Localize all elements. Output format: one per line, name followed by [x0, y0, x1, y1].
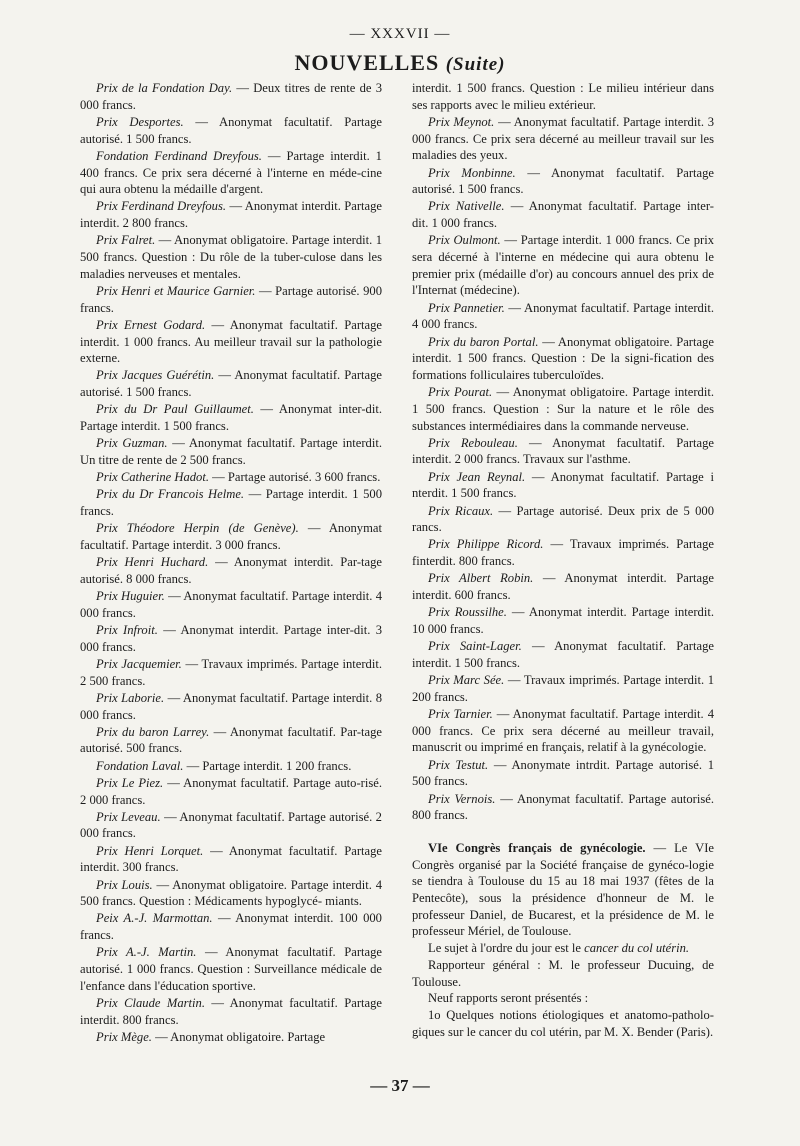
- prize-name: Prix Laborie.: [96, 690, 165, 705]
- prize-name: Prix Guzman.: [96, 436, 168, 451]
- section-roman-numeral: — XXXVII —: [349, 26, 451, 42]
- prize-entry: [412, 384, 714, 434]
- title-suite: (Suite): [445, 54, 506, 75]
- prize-entry: [412, 536, 714, 569]
- prize-entry: [80, 486, 382, 519]
- prize-details: — Anonymat facultatif. Partage interdit. 300 francs.: [80, 843, 382, 875]
- prize-details: — Partage interdit. 1 400 francs. Ce prix sera décerné à l'interne en méde-cine qui aura obtenu la médaille d'argent.: [80, 148, 382, 197]
- prize-name: Prix Henri et Maurice Garnier.: [96, 283, 256, 298]
- prize-name: Prix Pourat.: [428, 385, 493, 400]
- congress-subject-title: cancer du col utérin.: [584, 941, 690, 956]
- prize-details: — Anonymat facultatif. Partage interdit. 2 000 francs. Travaux sur l'asthme.: [412, 435, 714, 467]
- prize-entry: [412, 232, 714, 299]
- prize-details: — Partage autorisé. 900 francs.: [80, 283, 382, 315]
- prize-name: Prix Meynot.: [428, 114, 495, 129]
- prize-details: — Anonymat facultatif. Partage inter- dit. 1 000 francs.: [412, 199, 714, 231]
- prize-name: Prix Ferdinand Dreyfous.: [96, 199, 227, 214]
- right-column: [412, 80, 714, 1040]
- prize-details: — Anonymat interdit. Partage inter-dit. 3 000 francs.: [80, 623, 382, 654]
- prize-name: Prix A.-J. Martin.: [96, 945, 197, 960]
- prize-details: — Anonymat facultatif. Partage autorisé. 1 500 francs.: [412, 165, 714, 197]
- prize-name: Prix Rebouleau.: [428, 435, 518, 450]
- prize-details: — Anonymat facultatif. Partage interdit. 4 000 francs.: [80, 589, 382, 620]
- prize-details: — Anonymat facultatif. Partage i nterdit. 1 500 francs.: [412, 469, 714, 501]
- prize-details: — Anonymat facultatif. Partage autorisé. 1 000 francs. Question : Surveillance médicale de l'enfance dans l'éducation sportive.: [80, 945, 382, 993]
- title-main: NOUVELLES: [294, 50, 440, 75]
- prize-details: — Anonymat obligatoire. Partage interdit. 1 500 francs. Question : Sur la nature et le rôle des substances intermédiaires dans la commande nerveuse.: [412, 385, 714, 433]
- prize-entry: [412, 706, 714, 756]
- prize-details: — Anonymat facultatif. Partage autorisé. 2 000 francs.: [80, 809, 382, 841]
- prize-details: — Anonymat facultatif. Partage autorisé. 1 500 francs.: [80, 368, 382, 400]
- prize-name: Prix Mège.: [96, 1029, 152, 1044]
- prize-entry: [412, 300, 714, 333]
- prize-details: — Anonymat interdit. Partage interdit. 600 francs.: [412, 571, 714, 603]
- prize-entry: [80, 809, 382, 842]
- prize-details: — Travaux imprimés. Partage interdit. 2 500 francs.: [80, 656, 382, 688]
- prize-name: Prix Oulmont.: [428, 233, 501, 248]
- prize-entry: [412, 570, 714, 603]
- prize-details: — Anonymat facultatif. Partage interdit. 1 000 francs. Au meilleur travail sur la pathologie externe.: [80, 317, 382, 366]
- page-title: [0, 50, 800, 76]
- prize-name: Prix Falret.: [96, 233, 156, 248]
- prize-details: — Anonymat facultatif. Partage interdit. 8 000 francs.: [80, 690, 382, 722]
- prize-details: — Anonymat obligatoire. Partage interdit. 4 500 francs. Question : Médicaments hypoglycé- miants.: [80, 877, 382, 909]
- prize-name: Prix Leveau.: [96, 809, 161, 824]
- congress-heading: VIe Congrès français de gynécologie.: [428, 840, 646, 855]
- prize-name: Peix A.-J. Marmottan.: [96, 911, 213, 926]
- prize-name: Prix Ricaux.: [428, 503, 494, 518]
- congress-paragraph: [412, 840, 714, 940]
- prize-name: Prix Claude Martin.: [96, 995, 205, 1010]
- prize-name: Prix Nativelle.: [428, 199, 505, 214]
- prize-name: Fondation Ferdinand Dreyfous.: [96, 148, 262, 163]
- prize-details: — Anonymat interdit. Par-tage autorisé. 8 000 francs.: [80, 555, 382, 586]
- prize-entry: [412, 604, 714, 637]
- prize-entry: [80, 877, 382, 910]
- prize-entry: [80, 148, 382, 198]
- prize-name: Prix Saint-Lager.: [428, 639, 522, 654]
- prize-entry: [80, 622, 382, 655]
- prize-entry: [80, 910, 382, 943]
- prize-details: — Anonymat facultatif. Partage interdit. 4 000 francs.: [412, 300, 714, 332]
- prize-name: Prix du baron Larrey.: [96, 724, 210, 739]
- prize-name: Prix Testut.: [428, 757, 489, 772]
- prize-entry: [412, 198, 714, 231]
- prize-name: Prix Jean Reynal.: [428, 469, 526, 484]
- prize-entry: [80, 114, 382, 147]
- prize-entry: [80, 995, 382, 1028]
- prize-entry: [80, 588, 382, 621]
- prize-name: Prix Jacquemier.: [96, 656, 182, 671]
- prize-entry: [80, 944, 382, 994]
- prize-details: — Anonymat inter-dit. Partage interdit. 1 500 francs.: [80, 402, 382, 434]
- prize-details: — Anonymat obligatoire. Partage: [151, 1029, 326, 1044]
- prize-entry: [412, 791, 714, 824]
- prize-entry: [80, 554, 382, 587]
- prize-details: — Partage interdit. 1 000 francs. Ce prix sera décerné à l'interne en médecine qui aura obtenu le premier prix (médaille d'or) au concours annuel des prix de l'Internat (médecine).: [412, 233, 714, 298]
- prize-details: — Partage interdit. 1 200 francs.: [183, 758, 352, 773]
- prize-details: — Partage autorisé. 3 600 francs.: [208, 470, 381, 485]
- congress-report-1: 1o Quelques notions étiologiques et anatomo-patholo- giques sur le cancer du col utérin, par M. X. Bender (Paris).: [412, 1007, 714, 1039]
- prize-name: Prix Huguier.: [96, 589, 165, 604]
- congress-text: — Le VIe Congrès organisé par la Société française de gynéco-logie se tiendra à Toulouse du 15 au 18 mai 1937 (fêtes de la Pentecôte), sous la présidence d'honneur de M. le professeur Daniel, de Bucarest, et la présidence de M. le professeur Mériel, de Toulouse.: [412, 840, 714, 939]
- prize-name: Prix Monbinne.: [428, 165, 516, 180]
- prize-name: Prix Ernest Godard.: [96, 317, 206, 332]
- prize-entry: [80, 367, 382, 400]
- prize-details: — Anonymat interdit. Partage interdit. 2 800 francs.: [80, 199, 383, 231]
- prize-name: Prix Jacques Guérétin.: [96, 368, 215, 383]
- congress-reports: Neuf rapports seront présentés :: [428, 991, 589, 1006]
- prize-name: Prix Philippe Ricord.: [428, 537, 544, 552]
- prize-details: — Anonymat interdit. Partage interdit. 10 000 francs.: [412, 605, 714, 636]
- prize-entry: [412, 503, 714, 536]
- prize-entry: [80, 775, 382, 808]
- prize-name: Prix de la Fondation Day.: [96, 81, 233, 95]
- prize-entry: [80, 232, 382, 282]
- left-column: [80, 80, 382, 1046]
- prize-entry: [80, 435, 382, 468]
- congress-rapporteur: Rapporteur général : M. le professeur Ducuing, de Toulouse.: [412, 957, 714, 989]
- prize-entry: [80, 843, 382, 876]
- prize-entry: [80, 1029, 382, 1046]
- prize-details: — Anonymat facultatif. Partage interdit. 1 500 francs.: [412, 639, 714, 670]
- prize-entry: [412, 672, 714, 705]
- prize-details: interdit. 1 500 francs. Question : Le milieu intérieur dans ses rapports avec le milieu extérieur.: [412, 81, 714, 112]
- prize-name: Fondation Laval.: [96, 758, 184, 773]
- prize-entry: [80, 758, 382, 775]
- prize-name: Prix Vernois.: [428, 791, 496, 806]
- prize-details: — Anonymat obligatoire. Partage interdit. 1 500 francs. Question : De la signi-fication des formations folliculaires tuberculoïdes.: [412, 334, 714, 382]
- prize-details: — Anonymat facultatif. Partage autorisé. 800 francs.: [412, 791, 714, 823]
- prize-entry: [80, 198, 382, 231]
- prize-details: — Anonymat facultatif. Partage interdit. 4 000 francs. Ce prix sera décerné au meilleur travail, manuscrit ou imprimé en français, relatif à la gynécologie.: [412, 707, 714, 755]
- prize-name: Prix Albert Robin.: [428, 571, 534, 586]
- prize-details: — Anonymat facultatif. Par-tage autorisé. 500 francs.: [80, 724, 382, 756]
- prize-entry: [80, 401, 382, 434]
- prize-details: — Anonymat facultatif. Partage autorisé. 1 500 francs.: [80, 114, 382, 146]
- prize-details: — Travaux imprimés. Partage interdit. 1 200 francs.: [412, 673, 714, 704]
- prize-name: Prix Marc Sée.: [428, 673, 505, 688]
- prize-entry: [80, 690, 382, 723]
- prize-name: Prix Henri Lorquet.: [96, 843, 204, 858]
- prize-name: Prix du Dr Francois Helme.: [96, 487, 245, 502]
- prize-entry: [412, 165, 714, 198]
- prize-details: — Deux titres de rente de 3 000 francs.: [80, 81, 382, 112]
- prize-entry: [412, 638, 714, 671]
- prize-entry: [412, 469, 714, 502]
- prize-name: Prix Catherine Hadot.: [96, 470, 209, 485]
- prize-name: Prix du baron Portal.: [428, 334, 539, 349]
- prize-details: — Anonymat facultatif. Partage interdit. 3 000 francs. Ce prix sera décerné au meilleur travail sur les maladies des yeux.: [412, 114, 715, 163]
- prize-name: Prix Infroit.: [96, 623, 158, 637]
- prize-entry: [412, 114, 714, 164]
- prize-details: — Partage autorisé. Deux prix de 5 000 rancs.: [412, 503, 714, 535]
- prize-details: — Anonymat facultatif. Partage interdit. 800 francs.: [80, 995, 382, 1027]
- prize-entry: [412, 757, 714, 790]
- prize-details: — Anonymat obligatoire. Partage interdit. 1 500 francs. Question : Du rôle de la tuber-culose dans les maladies nerveuses et mentales.: [80, 233, 382, 281]
- prize-entry: [412, 334, 714, 384]
- prize-name: Prix Roussilhe.: [428, 605, 507, 620]
- prize-details: — Anonymat facultatif. Partage auto-risé. 2 000 francs.: [80, 775, 382, 807]
- prize-entry: [80, 317, 382, 367]
- prize-entry: [80, 724, 382, 757]
- prize-name: Prix du Dr Paul Guillaumet.: [96, 402, 254, 417]
- prize-entry: [80, 520, 382, 553]
- prize-entry: [80, 80, 382, 113]
- prize-entry: [80, 283, 382, 316]
- prize-name: Prix Desportes.: [96, 114, 184, 129]
- prize-name: Prix Tarnier.: [428, 707, 493, 722]
- prize-name: Prix Le Piez.: [96, 775, 164, 790]
- prize-entry: [412, 435, 714, 468]
- prize-name: Prix Théodore Herpin (de Genève).: [96, 521, 299, 536]
- prize-entry: [80, 469, 382, 486]
- prize-details: — Anonymat interdit. 100 000 francs.: [80, 911, 382, 943]
- prize-entry: [412, 80, 714, 113]
- prize-name: Prix Louis.: [96, 877, 153, 892]
- prize-details: — Anonymat facultatif. Partage interdit. 3 000 francs.: [80, 521, 382, 552]
- congress-subject: Le sujet à l'ordre du jour est le cancer du col utérin.: [428, 941, 690, 956]
- page-number: — 37 —: [370, 1076, 430, 1095]
- prize-name: Prix Henri Huchard.: [96, 555, 209, 570]
- prize-entry: [80, 656, 382, 689]
- prize-details: — Partage interdit. 1 500 francs.: [80, 487, 382, 519]
- prize-details: — Anonymat facultatif. Partage interdit. Un titre de rente de 2 500 francs.: [80, 436, 382, 467]
- prize-details: — Travaux imprimés. Partage finterdit. 800 francs.: [412, 537, 714, 569]
- prize-list-right: [412, 80, 714, 824]
- prize-name: Prix Pannetier.: [428, 300, 505, 315]
- prize-details: — Anonymate intrdit. Partage autorisé. 1 500 francs.: [412, 757, 714, 789]
